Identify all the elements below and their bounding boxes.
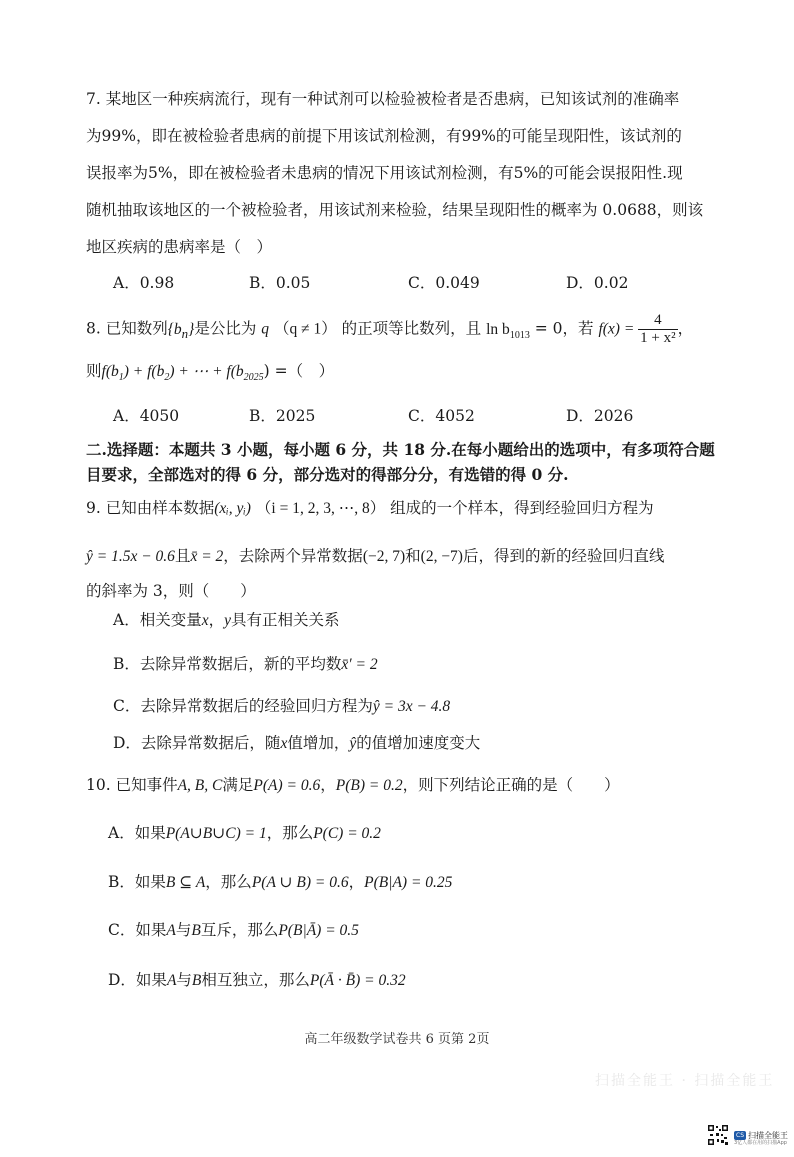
q10-d-B: B [191, 972, 202, 989]
brand-slogan: 3亿人都在用的扫描App [734, 1140, 787, 1146]
q8-sub3: 2025 [243, 372, 264, 384]
q9-line-1 [86, 497, 654, 520]
q10-a-text: A．如果 [108, 824, 166, 842]
q9-l2-c: 后，得到的新的经验回归直线 [462, 547, 665, 565]
qr-code-icon [707, 1124, 729, 1146]
q9-d-text: D．去除异常数据后，随 [113, 734, 281, 752]
q9-option-a [113, 609, 340, 632]
q8-frac-num: 4 [638, 312, 677, 330]
q8-seq-sub: n [181, 325, 189, 341]
q9-pair: (xᵢ, yᵢ) [214, 500, 251, 517]
q10-stem-b: 满足 [222, 776, 254, 794]
page-footer: 高二年级数学试卷共 6 页第 2页 [304, 1032, 490, 1047]
q7-option-d: D．0.02 [566, 274, 629, 292]
q8-frac-den: 1 + x² [640, 330, 676, 346]
q9-b-math: x̄′ = 2 [341, 656, 378, 673]
q10-stem [86, 774, 620, 797]
brand-name: 扫描全能王 [748, 1131, 788, 1140]
q8-option-d: D．2026 [566, 407, 634, 425]
q9-l1-a: 9. 已知由样本数据 [86, 499, 215, 517]
q8-line-2 [86, 360, 334, 389]
q8-prefix: 8. 已知数列 [86, 319, 168, 338]
q8-line-1 [86, 312, 693, 347]
q10-b-m2: P(A ∪ B) = 0.6 [251, 874, 349, 891]
q8-seq [167, 320, 195, 341]
q10-pa: P(A) = 0.6 [253, 777, 321, 794]
q9-d-x: x [280, 735, 288, 752]
q8-cond: （q ≠ 1） [273, 320, 337, 338]
q9-c-math: ŷ = 3x − 4.8 [372, 698, 451, 715]
q9-a-y: y [224, 612, 231, 629]
q9-and: 且 [174, 547, 191, 565]
q8-seq-open: {b [167, 320, 182, 338]
q8-tail: ， [677, 319, 694, 338]
q7-option-a: A．0.98 [113, 274, 175, 292]
q8-sub1: 1 [118, 372, 124, 384]
q10-d-math: P(Ā · B̄) = 0.32 [309, 972, 406, 989]
q8-ln-sub: 1013 [509, 329, 530, 341]
q9-a-tail: 具有正相关关系 [231, 611, 340, 629]
q10-events: A, B, C [177, 777, 223, 794]
q9-option-c [113, 695, 450, 718]
q10-option-a [108, 822, 381, 845]
q10-b-m3: P(B|A) = 0.25 [364, 874, 453, 891]
q10-c-yu: 与 [175, 921, 192, 939]
q10-d-text: D．如果 [108, 971, 167, 989]
q10-c-A: A [166, 922, 176, 939]
section2-line-1: 二.选择题：本题共 3 小题，每小题 6 分，共 18 分.在每小题给出的选项中，有多项符合题 [86, 440, 715, 459]
q10-pb: P(B) = 0.2 [335, 777, 403, 794]
q8-text-b: 的正项等比数列，且 [341, 319, 482, 338]
q9-b-text: B．去除异常数据后，新的平均数 [113, 655, 342, 673]
q7-line-3: 误报率为5%，即在被检验者未患病的情况下用该试剂检测，有5%的可能会误报阳性.现 [86, 164, 683, 182]
q8-ln-eq: = 0，若 [529, 319, 594, 338]
q8-text-a: 是公比为 [194, 319, 257, 338]
q8-sum-a: f(b [101, 363, 119, 380]
q9-d-tail: 的值增加速度变大 [356, 734, 481, 752]
q10-option-b [108, 871, 452, 894]
q9-a-sep: ， [208, 611, 225, 629]
q10-option-c [108, 919, 359, 942]
q9-l1-b: 组成的一个样本，得到经验回归方程为 [390, 499, 654, 517]
q8-option-c: C．4052 [408, 407, 475, 425]
q8-line2-prefix: 则 [86, 362, 102, 380]
q8-sum-d: ) =（ ） [263, 362, 335, 380]
q10-c-mid: 互斥，那么 [200, 921, 279, 939]
q10-b-m1: B ⊆ A [165, 874, 206, 891]
q10-a-m2: P(C) = 0.2 [313, 825, 381, 842]
q7-line-1: 7. 某地区一种疾病流行，现有一种试剂可以检验被检者是否患病，已知该试剂的准确率 [86, 90, 680, 108]
q10-c-B: B [191, 922, 201, 939]
q8-option-a: A．4050 [113, 407, 180, 425]
q9-eq: ŷ = 1.5x − 0.6 [86, 548, 175, 565]
cs-logo-icon: CS [736, 1132, 744, 1139]
q7-line-4: 随机抽取该地区的一个被检验者，用该试剂来检验，结果呈现阳性的概率为 0.0688，则该 [86, 201, 704, 219]
q10-b-mid: ，那么 [205, 873, 252, 891]
q8-option-b: B．2025 [249, 407, 316, 425]
q8-sum-expr [101, 363, 264, 384]
q10-d-mid: 相互独立，那么 [201, 971, 310, 989]
q8-sum-c: ) + ⋯ + f(b [169, 363, 244, 380]
q10-option-d [108, 969, 406, 992]
q9-range: （i = 1, 2, 3, ⋯, 8） [255, 500, 386, 517]
q10-c-math: P(B|Ā) = 0.5 [278, 922, 359, 939]
q9-d-mid: 值增加， [287, 734, 350, 752]
q10-b-text: B．如果 [108, 873, 166, 891]
q10-d-yu: 与 [176, 971, 192, 989]
q10-stem-c: ， [320, 776, 336, 794]
q8-sub2: 2 [164, 372, 170, 384]
q9-p2: (2, −7) [420, 548, 463, 565]
q8-q: q [261, 320, 270, 338]
q10-c-text: C．如果 [108, 921, 167, 939]
q8-seq-close: } [188, 320, 195, 338]
q9-mean: x̄ = 2 [190, 548, 224, 565]
q9-a-text: A．相关变量 [113, 611, 202, 629]
q8-ln [486, 320, 530, 341]
q9-line-3: 的斜率为 3，则（ ） [86, 582, 256, 600]
q9-he: 和 [405, 547, 421, 565]
q9-d-y: ŷ [349, 735, 357, 752]
q10-b-sep: ， [348, 873, 365, 891]
q8-f-lhs: f(x) = [598, 320, 639, 338]
q9-p1: (−2, 7) [362, 548, 406, 565]
q10-a-mid: ，那么 [266, 824, 314, 842]
q7-line-5: 地区疾病的患病率是（ ） [86, 238, 273, 256]
q8-ln-main: ln b [486, 320, 510, 338]
q10-stem-a: 10. 已知事件 [86, 776, 178, 794]
q9-option-b [113, 653, 378, 676]
q7-option-c: C．0.049 [408, 274, 480, 292]
q9-l2-b: ，去除两个异常数据 [223, 547, 363, 565]
q10-stem-d: ，则下列结论正确的是（ ） [402, 776, 620, 794]
q8-fraction [638, 312, 677, 347]
q10-d-A: A [166, 972, 177, 989]
q9-a-x: x [201, 612, 209, 629]
q7-line-2: 为99%，即在被检验者患病的前提下用该试剂检测，有99%的可能呈现阳性，该试剂的 [86, 127, 682, 145]
q7-option-b: B．0.05 [249, 274, 311, 292]
section2-line-2: 目要求，全部选对的得 6 分，部分选对的得部分分，有选错的得 0 分. [86, 465, 569, 484]
q8-sum-b: ) + f(b [123, 363, 165, 380]
scanner-watermark: 扫描全能王 · 扫描全能王 [595, 1073, 775, 1089]
q10-a-m1: P(A∪B∪C) = 1 [165, 825, 267, 842]
q9-c-text: C．去除异常数据后的经验回归方程为 [113, 697, 373, 715]
q9-option-d [113, 732, 480, 755]
q9-line-2 [86, 545, 665, 568]
